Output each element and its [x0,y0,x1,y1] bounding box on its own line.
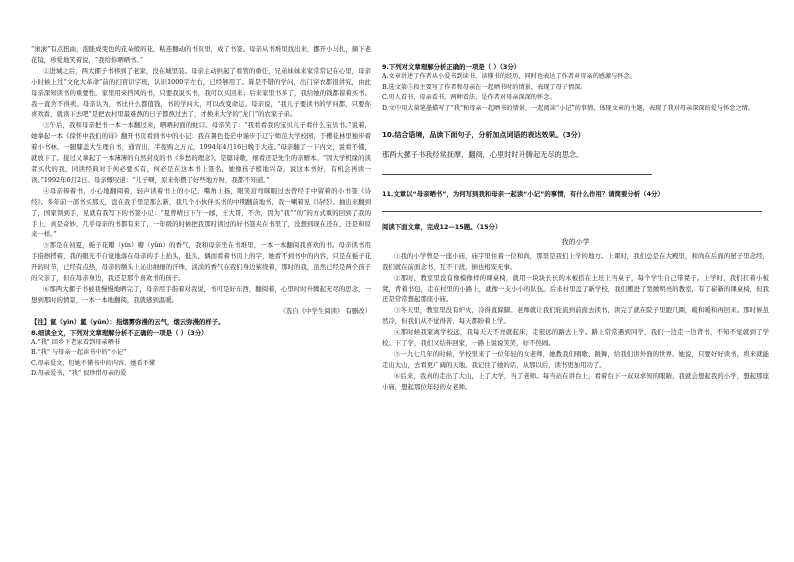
source-citation: （选自《中学生阅读》 有删改） [279,306,371,315]
article-paragraph-1: ①我的小学曾是一座小庙，庙宇里住着一位和尚，那里是我们上学的地方。上课时，我们总是在大殿里，和尚在后面的屋子里念经，我们就在前面念书，互不干扰，倒也相安无事。 [382,251,769,271]
annotation-note: 【注】氤（yīn）氲（yūn）：指烟雾弥漫的云气，烟云弥漫的样子。 [31,317,225,326]
reading-header: 阅读下面文章，完成12—15题。（15分） [382,223,502,232]
left-paragraph-6: ⑥那两大摞子书被我慢慢地晒完了，母亲用手指着对我说，书可是好东西，翻阅着，心里时时升腾起无尽的思念，一想到那时的情景，一本一本地翻阅，我就感到温暖。 [31,284,371,304]
question-8-stem: 8.细读全文，下列对文章理解分析不正确的一项是（ ）（3分） [31,328,208,337]
article-title: 我的小学 [561,237,590,246]
left-paragraph-3: ③午后，我和母亲把书一本一本翻过来，晒晒封面的蛀口。母亲笑了：“我看看我的宝贝儿子看什么宝贝书。”说着，她拿起一本《徐怀中我们的诗》翻开书页看到书中的小记：我在暑色苍茫中谨步于辽宁师范大学校园，于樱花林里独步着着小书林，一腿膝盖大生理自书，通宵出，半夜购之万元，1994年4月16日晚于大连。”母亲翻了一下内文，说看不懂，就放下了。接过又拿起了一本薄薄的自然封皮的书《乡愁的理念》。是篇诗歌，细看还是先生的亲赠本。“因大学机缘的读者买代的我，同读经典对于何必要买有，何必是在这本书上签名，她像孩子般地兴奋，说这本书好，有机会再读一读。”1992年6月2日。母亲慨叹道：“儿子啊，原来你攒了好些地方呀，我都不知道。” [31,121,371,184]
left-column [31,44,371,380]
question-8-option-d: D.母亲爱书，“我” 很珍惜母亲的爱 [31,370,127,378]
question-9-option-d: D.文中用大量笔墨描写了“我”和母亲一起晒书的情景，一起阅读“小记”的事情，体现文章的主题，表现了我对母亲深深的爱与怀念之情。 [382,104,755,112]
question-10-stem: 10.结合语境，品读下面句子，分析加点词语的表达效果。（3分） [382,131,585,140]
question-9-stem: 9.下列对文章理解分析正确的一项是（ ）（3分） [382,63,521,71]
answer-line-10[interactable] [382,162,652,175]
question-10-quote: 那两大摞子书我经常抚摩、翻阅，心里时时升腾起无尽的思念。 [382,150,584,160]
question-9-option-b: B.选文第⑤段主要写了作者和母亲在一起晒书时的情景，表现了母子情深。 [382,83,587,91]
article-paragraph-6: ⑥后来，我真的走出了大山，上了大学，当了老师。每当站在讲台上，看着台下一双双求知的眼睛，我就会想起我的小学，想起那座小庙，想起那位年轻的女老师。 [382,371,769,391]
question-9-option-c: C.男人看书，母亲看书，两种看法，是作者对母亲深深的怀念。 [382,94,556,102]
answer-line-11[interactable] [382,199,762,212]
question-9-option-a: A.文章讲述了作者从小爱书到读书、读懂书的经历，同时也表达了作者对母亲的感激与怀念。 [382,73,636,81]
question-11-stem: 11.文章以“母亲晒书”，为何写到我和母亲一起读“小记”的事情，有什么作用？请简要分析（4分） [382,190,664,199]
article-paragraph-5: ⑤一九七几年的时候，学校里来了一位年轻的女老师，她教我们唱歌、跳舞，给我们讲外面的世界。她说，只要好好读书，将来就能走出大山，去看更广阔的天地。我记住了她的话，从那以后，读书更加用功了。 [382,350,769,369]
left-paragraph-4: ④母亲捧着书，小心地翻阅着，轻声读着书上的小记，嘴角上扬，眼笑眉弯眯眼过去曾经手中留着的小书签《诗经》。多年前一部书买那天，盘在我手里是那么新，我几个小伙伴买书的中期翻前地书，我一喇着见《诗经》。抽出来翻到了，国家领到手，见就有我写下的书签小记：“夏曾晴日下午一邮，王大哥，不舍，因为“我”“的”的方式重的回到了我的手上，真是奇妙，几乎母亲的书都有来了，一年级的时候把我那时读过的好书签夹在书里了，没想到现在还在，还是和原来一样。” [31,186,371,239]
left-paragraph-1: “滚滚”有点扭曲，泡胀成变色的花朵般的花，粘连翻动的书页里，成了书签。母亲从书堆里找出来，挪开小马扎，摘下老花镜，珍爱地笑着说，“我给你晒晒书。” [31,45,371,64]
article-paragraph-2: ②那时，教室里没有像模像样的课桌椅，就用一块块长长的木板搭在土坯上当桌子，每个学生自己带凳子。上学时，我们扛着小板凳，背着书包，走在村里的小路上，就像一支小小的队伍。后来村里盖了新学校，我们搬进了宽敞明亮的教室，有了崭新的课桌椅，但我还是常常想起那座小庙。 [382,273,769,304]
article-paragraph-4: ④那时候我家离学校远，我每天天不亮就起床，走很远的路去上学。路上常常遇到同学，我们一边走一边背书，不知不觉就到了学校。下了学，我们又结伴回家，一路上说说笑笑，好不热闹。 [382,328,769,348]
left-paragraph-5: ⑤那是在初夏，梔子花瓣（yín）瓣（yǔn）的香气，我和母亲坐在书堆里，一本一本翻阅我喜欢的书。母亲读书用手指擦捋着，我的眼光不自觉地落在母亲的手上抬头，低头，偶而看着书页上的字，她看不到书中的内容，只是在梔子花开的时节，已经有点热，母亲的额头上沁出细细的汗珠，淡淡的香气在我们身边萦绕着，那时的我，虽然已经是两个孩子的父亲了，但在母亲身边，我还是那个喜欢书的孩子。 [31,241,371,283]
question-8-option-a: A.“我” 回乡下老家看到母亲晒书 [31,338,120,346]
left-paragraph-2: ②进城之后，两大摞子书移到了老家，没在城里装。母亲主动担起了看管的重任，兄弟妹妹来家常常记在心里，母亲小时候上过“文化大革命”前的扫盲识字班，认识1000字左右，已经够用了。算是不错的学问，出门穿衣都很讲究，由此母亲深知读书的重要性。家里用来挡风的书，只要我说买书，我可以买回来；后来家里书多了，我给她的钱都留着买书。我一直舍不得卖。母亲认为，书比什么都值钱，书的学问大，可以改变命运。母亲说，“我儿子要读书的学问都，只要你喜欢看，就读下去吧”是把农村里最难熬的日子都熬过去了，才换来大学的“龙门”的农家子弟。 [31,66,371,119]
question-8-option-c: C.母亲爱文，但她不懂书中的内容，她看不懂 [31,359,156,367]
question-8-option-b: B.“我” 与母亲一起读书中的“小记” [31,349,127,357]
right-column [382,62,769,393]
article-paragraph-3: ③冬天里，教室里没有炉火，冷得直跺脚。老师就让我们轮流到前面去读书，读完了就在院子里跑几圈，暖和暖和再回来。那时候虽然冷，但我们从不觉得苦，每天都盼着上学。 [382,306,769,326]
